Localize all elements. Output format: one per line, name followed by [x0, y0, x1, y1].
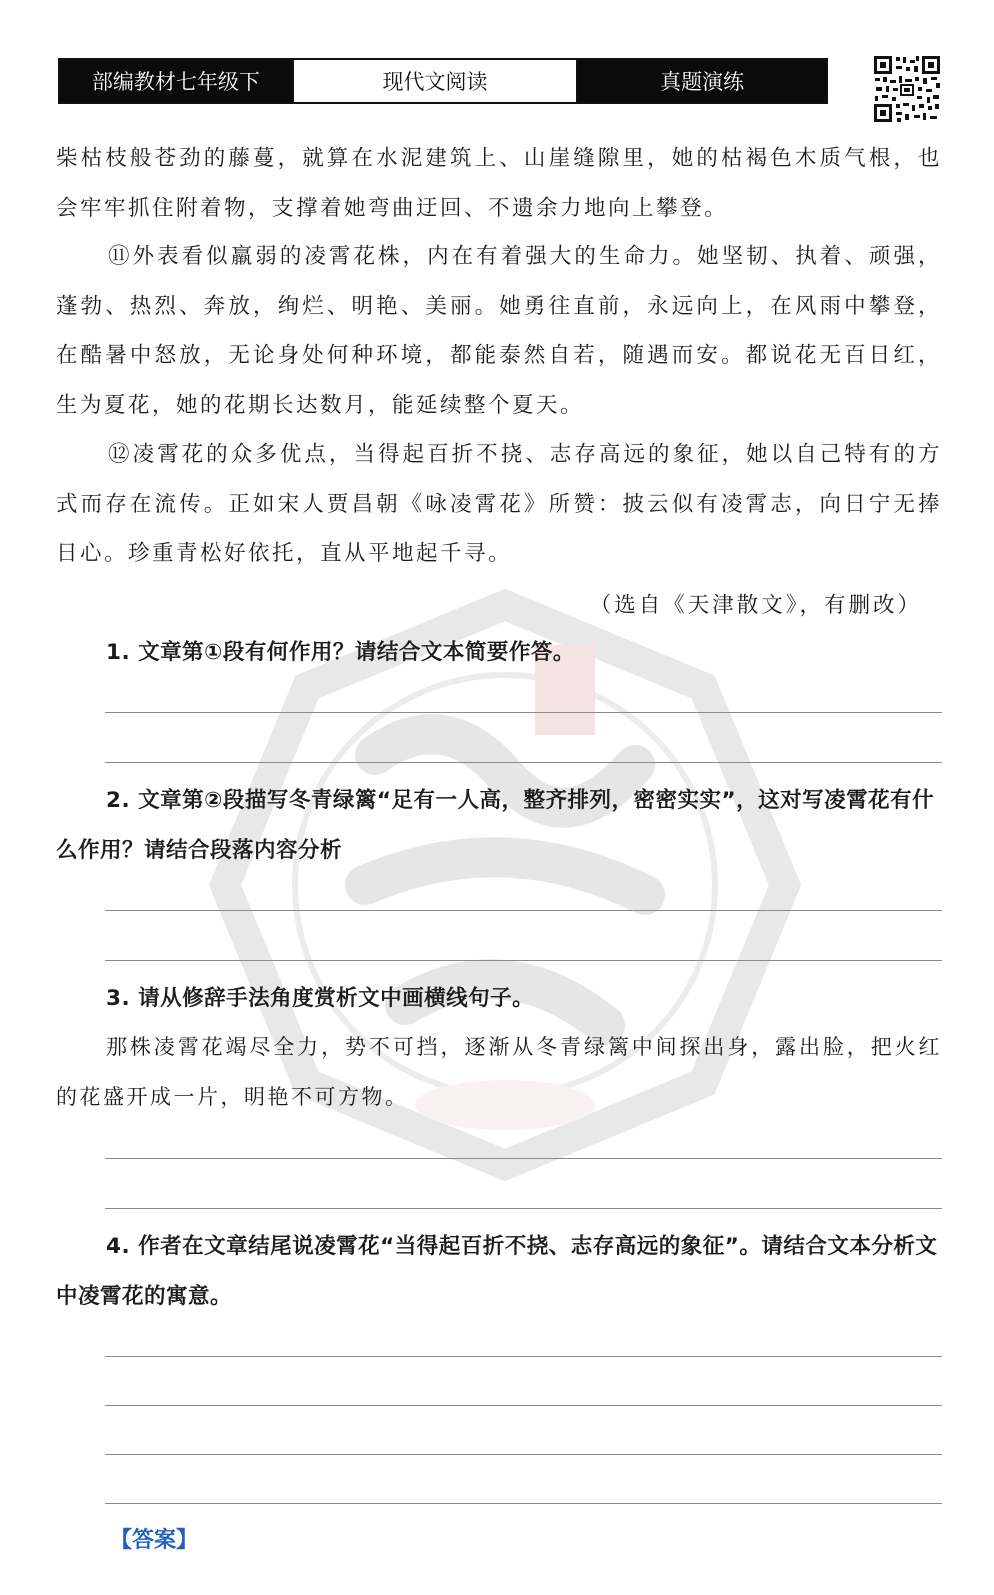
- answer-line: [105, 1405, 942, 1406]
- answer-line: [105, 1503, 942, 1504]
- answer-heading: 【答案】: [110, 1528, 199, 1553]
- answer-line: [105, 910, 942, 911]
- passage-source: （选自《天津散文》，有删改）: [589, 593, 922, 618]
- qr-code-icon: [872, 54, 942, 124]
- header-grade-label: 部编教材七年级下: [60, 60, 292, 102]
- answer-line: [105, 1208, 942, 1209]
- answer-line: [105, 712, 942, 713]
- header-section-label: 现代文阅读: [292, 60, 579, 102]
- answer-line: [105, 1158, 942, 1159]
- answer-line: [105, 1454, 942, 1455]
- header-bar: [58, 58, 828, 104]
- answer-line: [105, 960, 942, 961]
- answer-line: [105, 762, 942, 763]
- question-1: 1. 文章第①段有何作用？请结合文本简要作答。: [106, 640, 575, 665]
- passage-paragraph-10: 柴枯枝般苍劲的藤蔓，就算在水泥建筑上、山崖缝隙里，她的枯褐色木质气根，也会牢牢抓住附着物，支撑着她弯曲迂回、不遗余力地向上攀登。: [56, 146, 942, 221]
- passage-paragraph-12: ⑫凌霄花的众多优点，当得起百折不挠、志存高远的象征，她以自己特有的方式而存在流传。正如宋人贾昌朝《咏凌霄花》所赞：披云似有凌霄志，向日宁无捧日心。珍重青松好依托，直从平地起千寻。: [56, 442, 942, 566]
- question-3-quoted-sentence: 那株凌霄花竭尽全力，势不可挡，逐渐从冬青绿篱中间探出身，露出脸，把火红的花盛开成一片，明艳不可方物。: [56, 1035, 942, 1109]
- question-3: 3. 请从修辞手法角度赏析文中画横线句子。: [106, 986, 535, 1011]
- answer-line: [105, 1356, 942, 1357]
- header-exercise-label: 真题演练: [578, 60, 826, 102]
- passage-paragraph-11: ⑪外表看似羸弱的凌霄花株，内在有着强大的生命力。她坚韧、执着、顽强，蓬勃、热烈、奔放，绚烂、明艳、美丽。她勇往直前，永远向上，在风雨中攀登，在酷暑中怒放，无论身处何种环境，都能泰然自若，随遇而安。都说花无百日红，生为夏花，她的花期长达数月，能延续整个夏天。: [56, 244, 942, 418]
- question-2: 2. 文章第②段描写冬青绿篱“足有一人高，整齐排列，密密实实”，这对写凌霄花有什么作用？请结合段落内容分析: [56, 788, 935, 863]
- question-4: 4. 作者在文章结尾说凌霄花“当得起百折不挠、志存高远的象征”。请结合文本分析文中凌霄花的寓意。: [56, 1234, 938, 1309]
